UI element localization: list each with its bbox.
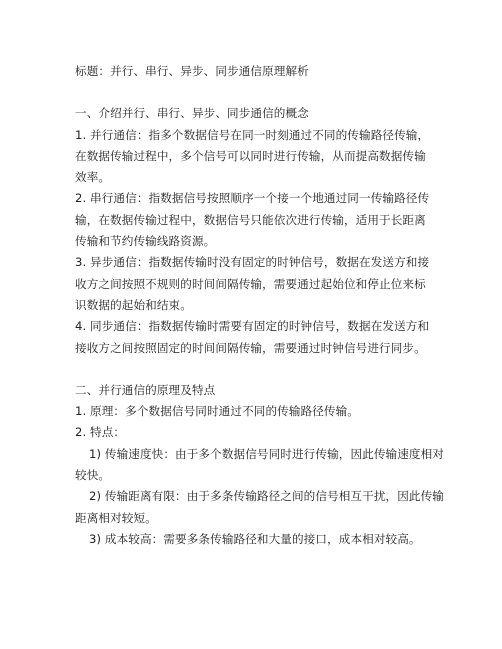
paragraph-line: 2) 传输距离有限：由于多条传输路径之间的信号相互干扰，因此传输	[89, 489, 445, 504]
spacer	[75, 82, 435, 103]
spacer	[75, 359, 435, 380]
feature-item-cost: 3) 成本较高：需要多条传输路径和大量的接口，成本相对较高。	[89, 531, 421, 546]
section-2-heading: 二、并行通信的原理及特点	[75, 382, 216, 397]
paragraph-line: 4. 同步通信：指数据传输时需要有固定的时钟信号，数据在发送方和	[75, 319, 430, 334]
document-title: 标题：并行、串行、异步、同步通信原理解析	[75, 64, 309, 78]
feature-item-speed	[75, 444, 445, 487]
principle-line: 1. 原理：多个数据信号同时通过不同的传输路径传输。	[75, 404, 360, 419]
paragraph-line: 效率。	[75, 170, 111, 185]
section-1-heading: 一、介绍并行、串行、异步、同步通信的概念	[75, 106, 309, 121]
paragraph-line: 1. 并行通信：指多个数据信号在同一时刻通过不同的传输路径传输，	[75, 127, 430, 142]
paragraph-line: 距离相对较短。	[75, 510, 157, 525]
paragraph-line: 在数据传输过程中，多个信号可以同时进行传输，从而提高数据传输	[75, 148, 426, 163]
concept-item-sync	[75, 316, 435, 359]
paragraph-line: 较快。	[75, 468, 111, 483]
paragraph-line: 2. 串行通信：指数据信号按照顺序一个接一个地通过同一传输路径传	[75, 191, 430, 206]
document-body	[75, 61, 445, 550]
features-label: 2. 特点：	[75, 425, 126, 440]
paragraph-line: 传输和节约传输线路资源。	[75, 234, 216, 249]
feature-item-distance	[75, 486, 445, 529]
paragraph-line: 接收方之间按照固定的时间间隔传输，需要通过时钟信号进行同步。	[75, 340, 426, 355]
concept-item-async	[75, 252, 435, 316]
paragraph-line: 识数据的起始和结束。	[75, 297, 192, 312]
paragraph-line: 3. 异步通信：指数据传输时没有固定的时钟信号，数据在发送方和接	[75, 255, 430, 270]
concept-item-parallel	[75, 125, 435, 189]
paragraph-line: 收方之间按照不规则的时间间隔传输，需要通过起始位和停止位来标	[75, 276, 426, 291]
paragraph-line: 1) 传输速度快：由于多个数据信号同时进行传输，因此传输速度相对	[89, 446, 445, 461]
concept-item-serial	[75, 188, 435, 252]
paragraph-line: 输，在数据传输过程中，数据信号只能依次进行传输，适用于长距离	[75, 212, 426, 227]
